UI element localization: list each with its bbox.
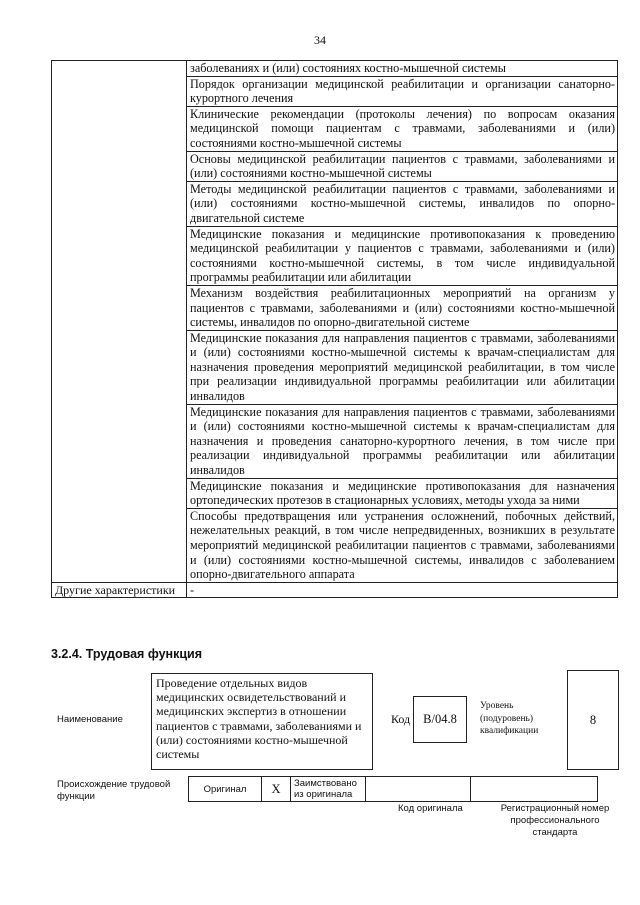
section-title: 3.2.4. Трудовая функция <box>51 647 203 661</box>
table-row <box>52 582 618 598</box>
function-name-box: Проведение отдельных видов медицинских освидетельствований и медицинских экспертиз в отношении пациентов с травмами, заболеваниями и (или) состояниями костно-мышечной системы <box>151 673 373 770</box>
original-code-label: Код оригинала <box>398 803 463 814</box>
original-code-cell <box>366 777 471 802</box>
table-cell: Клинические рекомендации (протоколы лечения) по вопросам оказания медицинской помощи пациентам с травмами, заболеваниями и (или) состояниями костно-мышечной системы <box>187 106 618 151</box>
code-label: Код <box>391 712 411 726</box>
table-cell: Способы предотвращения или устранения осложнений, побочных действий, нежелательных реакций, в том числе непредвиденных, возникших в результате мероприятий медицинской реабилитации пациентов с травмами, заболеваниями и (или) состояниями костно-мышечной системы, инвалидов с заболеванием опорно-двигательного аппарата <box>187 508 618 582</box>
original-mark: X <box>262 777 291 802</box>
table-cell: Основы медицинской реабилитации пациентов с травмами, заболеваниями и (или) состояниями костно-мышечной системы <box>187 151 618 181</box>
borrowed-label: Заимствовано из оригинала <box>291 777 366 802</box>
table-cell: Порядок организации медицинской реабилитации и организации санаторно-курортного лечения <box>187 76 618 106</box>
table-cell: Медицинские показания и медицинские противопоказания к проведению медицинской реабилитации у пациентов с травмами, заболеваниями и (или) состояниями костно-мышечной системы, в том числе индивидуальной программы реабилитации или абилитации <box>187 226 618 285</box>
table-cell: Медицинские показания и медицинские противопоказания для назначения ортопедических протезов в стационарных условиях, методы ухода за ними <box>187 478 618 508</box>
table-cell: Методы медицинской реабилитации пациентов с травмами, заболеваниями и (или) состояниями костно-мышечной системы, инвалидов по опорно-двигательной системе <box>187 181 618 226</box>
left-cell-empty <box>52 61 187 583</box>
origin-table <box>188 776 598 802</box>
level-box: 8 <box>567 670 619 770</box>
reg-number-cell <box>471 777 598 802</box>
level-label: Уровень (подуровень) квалификации <box>480 701 539 736</box>
origin-label: Происхождение трудовой функции <box>57 779 171 802</box>
table-cell: Механизм воздействия реабилитационных мероприятий на организм у пациентов с травмами, заболеваниями и (или) состояниями костно-мышечной системы, инвалидов по опорно-двигательной системе <box>187 285 618 330</box>
knowledge-table <box>51 60 618 598</box>
table-cell: Медицинские показания для направления пациентов с травмами, заболеваниями и (или) состояниями костно-мышечной системы к врачам-специалистам для назначения проведения мероприятий медицинской реабилитации, в том числе при реализации индивидуальной программы реабилитации или абилитации инвалидов <box>187 330 618 404</box>
table-row <box>52 61 618 77</box>
function-code-box: B/04.8 <box>413 696 467 743</box>
original-label: Оригинал <box>189 777 262 802</box>
other-characteristics-label: Другие характеристики <box>52 582 187 598</box>
table-row <box>189 777 598 802</box>
reg-number-label: Регистрационный номер профессионального стандарта <box>500 803 610 838</box>
table-cell: Медицинские показания для направления пациентов с травмами, заболеваниями и (или) состояниями костно-мышечной системы к врачам-специалистам для назначения и проведения санаторно-курортного лечения, в том числе при реализации индивидуальной программы реабилитации или абилитации инвалидов <box>187 404 618 478</box>
table-cell: заболеваниях и (или) состояниях костно-мышечной системы <box>187 61 618 77</box>
other-characteristics-value: - <box>187 582 618 598</box>
page-number: 34 <box>314 33 326 47</box>
name-label: Наименование <box>57 714 123 725</box>
